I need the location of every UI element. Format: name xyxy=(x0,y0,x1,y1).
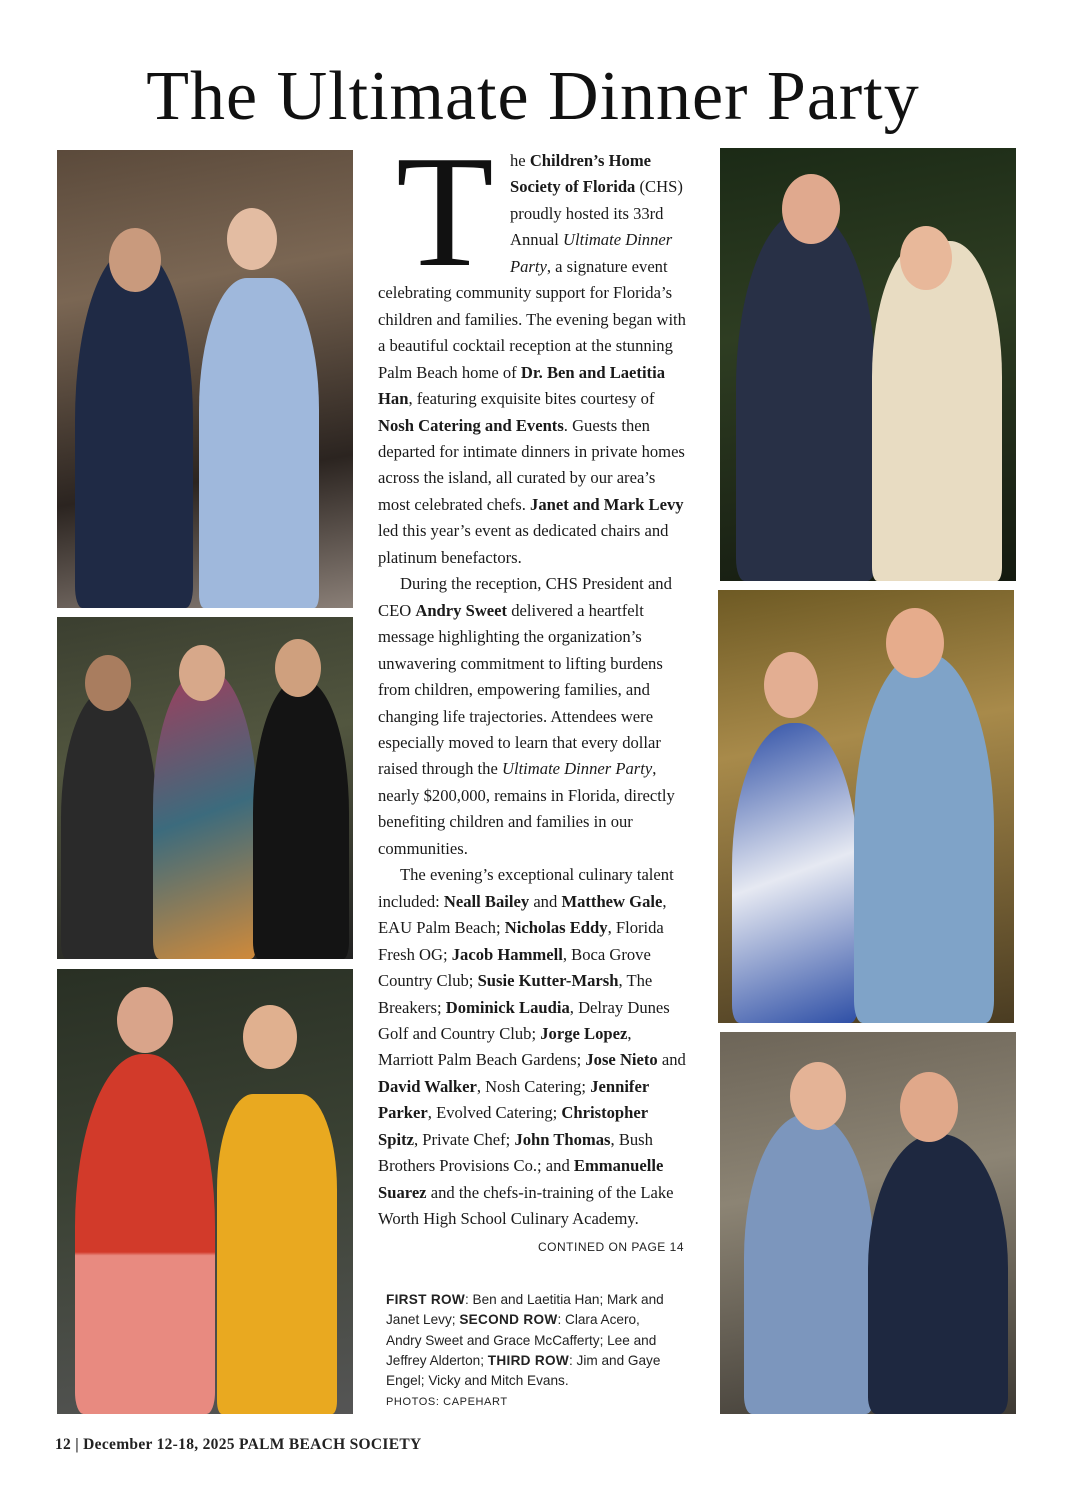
text-run: (CHS) proudly hosted its 33rd Annual xyxy=(510,177,683,250)
photo-evans-couple xyxy=(720,1032,1016,1414)
text-run: and xyxy=(529,891,562,911)
article-paragraph-3 xyxy=(378,862,690,1232)
bold-name: Dominick Laudia xyxy=(445,997,570,1017)
photo-han-couple xyxy=(57,150,353,608)
bold-name: Children’s Home Society of Florida xyxy=(510,151,652,197)
text-run: , Bush Brothers Provisions Co.; and xyxy=(378,1129,653,1176)
text-run: delivered a heartfelt message highlighting the organization’s unwavering commitment to lifting burdens from children, empowering families, and changing life trajectories. Attendees were especially moved to learn that every dollar raised through the xyxy=(378,600,663,779)
article-paragraph-2 xyxy=(378,571,690,862)
bold-name: Neall Bailey xyxy=(443,891,530,911)
bold-name: Janet and Mark Levy xyxy=(530,494,684,514)
photo-levy-couple xyxy=(720,148,1016,581)
photo-alderton-couple xyxy=(718,590,1014,1023)
text-run: he xyxy=(510,151,530,170)
text-run: During the reception, CHS President and CEO xyxy=(378,574,672,620)
text-run: , Private Chef; xyxy=(413,1129,515,1149)
italic-title: Ultimate Dinner Party xyxy=(501,759,653,779)
article-paragraph-1 xyxy=(378,122,690,571)
page-footer: 12 | December 12-18, 2025 PALM BEACH SOCIETY xyxy=(55,1436,422,1453)
text-run: , Florida Fresh OG; xyxy=(378,918,664,964)
bold-name: Dr. Ben and Laetitia Han xyxy=(378,362,665,409)
bold-name: Christopher Spitz xyxy=(378,1103,648,1149)
text-run: , nearly $200,000, remains in Florida, directly benefiting children and families in our communities. xyxy=(378,759,675,858)
bold-name: Nosh Catering and Events xyxy=(378,415,564,435)
text-run: , The Breakers; xyxy=(378,971,653,1017)
caption-row3-text: : Jim and Gaye Engel; Vicky and Mitch Evans. xyxy=(386,1352,661,1389)
caption-row1-text: : Ben and Laetitia Han; Mark and Janet Levy; xyxy=(386,1292,664,1328)
text-run: and the chefs-in-training of the Lake Worth High School Culinary Academy. xyxy=(378,1182,674,1229)
text-run: . Guests then departed for intimate dinners in private homes across the island, all curated by our area’s most celebrated chefs. xyxy=(378,415,685,514)
text-run: and xyxy=(657,1050,686,1070)
page-title: The Ultimate Dinner Party xyxy=(146,58,920,135)
continued-note: CONTINED ON PAGE 14 xyxy=(538,1240,684,1254)
drop-cap: T xyxy=(396,122,494,300)
bold-name: Jose Nieto xyxy=(585,1050,658,1070)
text-run: led this year’s event as dedicated chairs and platinum benefactors. xyxy=(378,521,669,567)
bold-name: Jennifer Parker xyxy=(378,1076,649,1123)
bold-name: Matthew Gale xyxy=(561,891,663,911)
bold-name: Jacob Hammell xyxy=(451,944,563,964)
text-run: , Evolved Catering; xyxy=(427,1103,562,1123)
text-run: , Nosh Catering; xyxy=(476,1076,591,1096)
photos-credit: PHOTOS: CAPEHART xyxy=(386,1396,508,1409)
bold-name: Jorge Lopez xyxy=(540,1023,628,1043)
caption-row2-label: SECOND ROW xyxy=(459,1312,558,1328)
text-run: The evening’s exceptional culinary talent included: xyxy=(378,865,674,911)
bold-name: Emmanuelle Suarez xyxy=(378,1156,664,1202)
bold-name: Nicholas Eddy xyxy=(504,918,608,938)
bold-name: John Thomas xyxy=(514,1129,611,1149)
caption-row2-text: : Clara Acero, Andry Sweet and Grace McCafferty; Lee and Jeffrey Alderton; xyxy=(386,1312,657,1368)
photo-acero-sweet-mccafferty xyxy=(57,617,353,959)
text-run: , Delray Dunes Golf and Country Club; xyxy=(378,997,670,1043)
bold-name: Andry Sweet xyxy=(415,600,508,620)
bold-name: Susie Kutter-Marsh xyxy=(477,971,619,991)
photo-engel-couple xyxy=(57,969,353,1414)
bold-name: David Walker xyxy=(378,1076,477,1096)
text-run: , a signature event celebrating community support for Florida’s children and families. The evening began with a beautiful cocktail reception at the stunning Palm Beach home of xyxy=(378,256,686,382)
photo-caption xyxy=(386,1290,676,1413)
text-run: , Boca Grove Country Club; xyxy=(378,944,651,991)
text-run: , Marriott Palm Beach Gardens; xyxy=(378,1023,632,1070)
article-body xyxy=(378,122,690,1233)
italic-title: Ultimate Dinner Party xyxy=(510,230,673,276)
caption-row3-label: THIRD ROW xyxy=(487,1352,569,1368)
text-run: , featuring exquisite bites courtesy of xyxy=(408,389,655,409)
text-run: , EAU Palm Beach; xyxy=(378,891,667,938)
caption-row1-label: FIRST ROW xyxy=(386,1292,465,1307)
